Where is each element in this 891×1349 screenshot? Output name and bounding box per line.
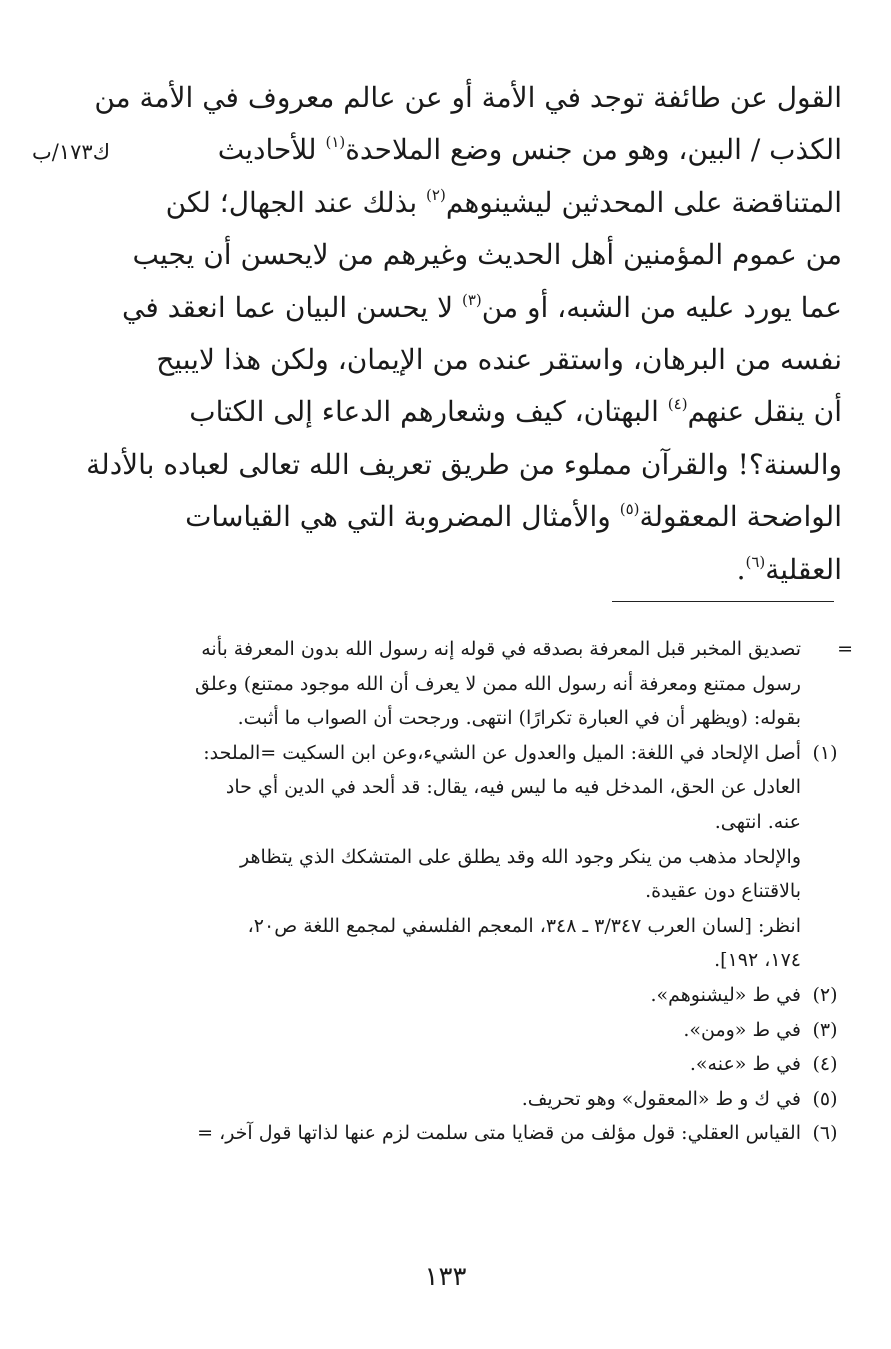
footnote-number: (٥) (812, 1087, 838, 1110)
footnote-5: (٥) في ك و ط «المعقول» وهو تحريف. (155, 1082, 845, 1117)
margin-folio-note: ك١٧٣/ب (32, 140, 111, 164)
footnote-number: (٤) (812, 1053, 838, 1076)
footnote-continued: = تصديق المخبر قبل المعرفة بصدقه في قوله إنه رسول الله بدون المعرفة بأنه رسول ممتنع ومعرفة أنه رسول الله ممن لا يعرف أن الله موجود ممتنع) وعلق بقوله: (ويظهر أن في العبارة تكرارًا) انتهى. ورجحت أن الصواب ما أثبت. (155, 632, 845, 736)
text-line: القول عن طائفة توجد في الأمة أو عن عالم معروف في الأمة من (94, 81, 842, 114)
footnote-ref[interactable]: (٦) (745, 552, 766, 571)
footnote-number: (٦) (812, 1122, 838, 1145)
continuation-marker: = (837, 638, 853, 660)
page-number: ١٣٣ (424, 1262, 467, 1292)
continuation-marker-end: = (197, 1122, 214, 1145)
text-line: الكذب / البين، وهو من جنس وضع الملاحدة$^{(١)}$ للأحاديث (217, 133, 842, 167)
footnotes (155, 632, 853, 1151)
footnote-separator (612, 601, 834, 602)
text-line: عما يورد عليه من الشبه، أو من$^{(٣)}$ لا يحسن البيان عما انعقد في (122, 290, 842, 324)
footnote-4: (٤) في ط «عنه». (155, 1047, 845, 1082)
text-line: الواضحة المعقولة$^{(٥)}$ والأمثال المضروبة التي هي القياسات (185, 500, 842, 534)
text-line: من عموم المؤمنين أهل الحديث وغيرهم من لايحسن أن يجيب (132, 238, 842, 272)
footnote-number: (٢) (812, 983, 838, 1006)
footnote-number: (١) (812, 741, 838, 764)
footnote-3: (٣) في ط «ومن». (155, 1013, 845, 1048)
footnote-ref[interactable]: (١) (325, 133, 346, 152)
text-line: المتناقضة على المحدثين ليشينوهم$^{(٢)}$ بذلك عند الجهال؛ لكن (165, 185, 842, 219)
footnote-ref[interactable]: (٥) (619, 500, 640, 519)
footnote-ref[interactable]: (٣) (461, 290, 482, 309)
footnote-ref[interactable]: (٢) (426, 185, 446, 204)
footnote-number: (٣) (812, 1018, 838, 1041)
text-line: أن ينقل عنهم$^{(٤)}$ البهتان، كيف وشعارهم الدعاء إلى الكتاب (189, 395, 842, 429)
text-line: نفسه من البرهان، واستقر عنده من الإيمان، ولكن هذا لايبيح (156, 342, 842, 376)
footnote-1: (١) أصل الإلحاد في اللغة: الميل والعدول عن الشيء،وعن ابن السكيت =الملحد: العادل عن الحق، المدخل فيه ما ليس فيه، يقال: قد ألحد في الدين أي حاد عنه. انتهى. والإلحاد مذهب من ينكر وجود الله وقد يطلق على المتشكك الذي يتظاهر بالاقتناع دون عقيدة. انظر: [لسان العرب ٣/٣٤٧ ـ ٣٤٨، المعجم الفلسفي لمجمع اللغة ص٢٠، ١٧٤، ١٩٢]. (155, 736, 845, 978)
footnote-6: (٦) القياس العقلي: قول مؤلف من قضايا متى سلمت لزم عنها لذاتها قول آخر، = (155, 1116, 845, 1151)
main-text (86, 72, 842, 596)
text-line: والسنة؟! والقرآن مملوء من طريق تعريف الله تعالى لعباده بالأدلة (86, 447, 842, 481)
text-line-last: العقلية$^{(٦)}$. (736, 552, 842, 586)
footnote-ref[interactable]: (٤) (667, 395, 688, 414)
footnote-2: (٢) في ط «ليشنوهم». (155, 978, 845, 1013)
